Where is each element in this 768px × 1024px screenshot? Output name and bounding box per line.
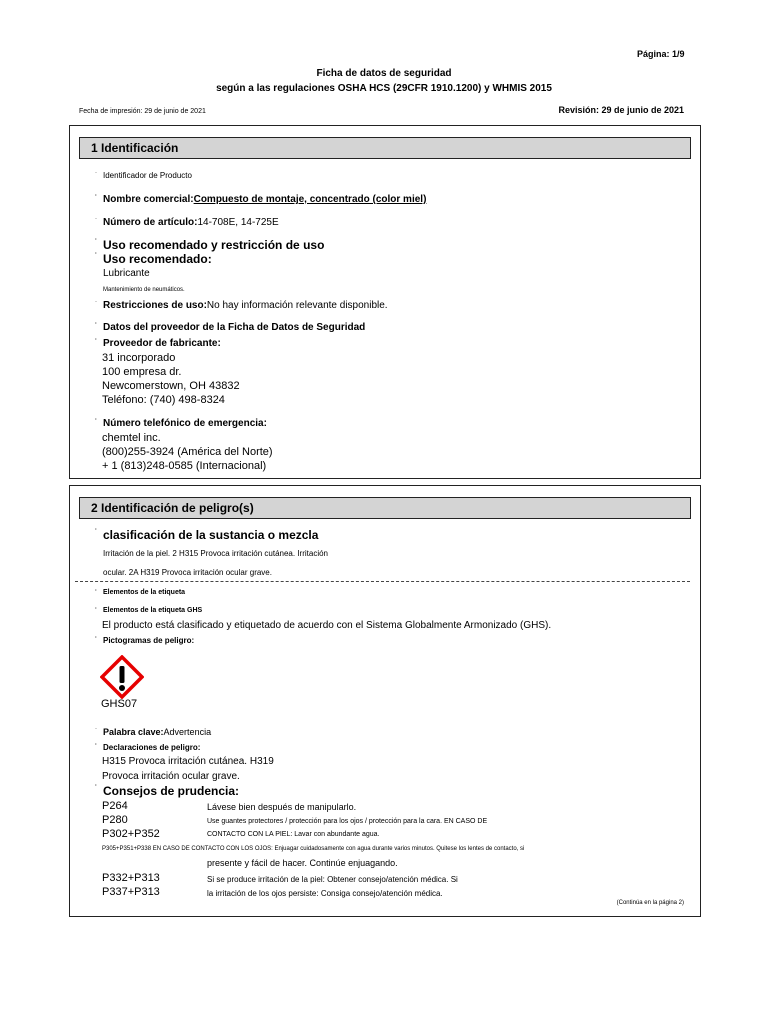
- ghs-label-elements-text: Elementos de la etiqueta GHS: [103, 607, 203, 614]
- signal-word-value: Advertencia: [163, 727, 212, 737]
- use-restrictions: [95, 300, 388, 311]
- use-restrictions-label: Restricciones de uso:: [103, 300, 207, 311]
- emergency-line: (800)255-3924 (América del Norte): [102, 446, 273, 458]
- signal-word-label: Palabra clave:: [103, 727, 164, 737]
- bullet: ·: [95, 635, 97, 641]
- signal-word: [95, 727, 211, 737]
- hazard-statement: Provoca irritación ocular grave.: [102, 771, 240, 782]
- hazard-statements-label: [95, 743, 200, 752]
- hazard-statements-label-text: Declaraciones de peligro:: [103, 743, 201, 752]
- trade-name: [95, 194, 426, 205]
- emergency-label: [95, 418, 267, 429]
- product-identifier-label: Identificador de Producto: [103, 171, 192, 180]
- bullet: ·: [95, 606, 97, 612]
- precaution-heading-text: Consejos de prudencia:: [103, 784, 240, 798]
- exclamation-mark-pictogram-icon: [100, 655, 144, 699]
- classification-heading: [95, 528, 318, 542]
- trade-name-value: Compuesto de montaje, concentrado (color miel): [193, 194, 427, 205]
- classification-line: Irritación de la piel. 2 H315 Provoca irritación cutánea. Irritación: [103, 549, 328, 558]
- emergency-line: chemtel inc.: [102, 432, 161, 444]
- precaution-code: P280: [102, 814, 128, 826]
- bullet: ·: [95, 726, 97, 732]
- supplier-heading: [95, 322, 365, 333]
- section-2-heading: 2 Identificación de peligro(s): [79, 497, 691, 519]
- bullet: ·: [95, 783, 97, 789]
- manufacturer-label-text: Proveedor de fabricante:: [103, 338, 221, 349]
- article-number-value: 14-708E, 14-725E: [197, 217, 279, 228]
- manufacturer-line: Teléfono: (740) 498-8324: [102, 394, 225, 406]
- trade-name-label: Nombre comercial:: [103, 194, 194, 205]
- recommended-use-note: Mantenimiento de neumáticos.: [103, 287, 185, 293]
- bullet: ·: [95, 170, 97, 176]
- pictograms-label-text: Pictogramas de peligro:: [103, 636, 195, 645]
- bullet: ·: [95, 193, 97, 199]
- use-heading: [95, 238, 324, 252]
- precaution-text: la irritación de los ojos persiste: Consiga consejo/atención médica.: [207, 889, 443, 898]
- bullet: ·: [95, 216, 97, 222]
- manufacturer-line: Newcomerstown, OH 43832: [102, 380, 240, 392]
- supplier-heading-text: Datos del proveedor de la Ficha de Datos de Seguridad: [103, 322, 366, 333]
- ghs-statement: El producto está clasificado y etiquetado de acuerdo con el Sistema Globalmente Armonizado (GHS).: [102, 620, 552, 631]
- bullet: ·: [95, 321, 97, 327]
- bullet: ·: [95, 417, 97, 423]
- page-number: Página: 1/9: [637, 49, 685, 59]
- pictograms-label: [95, 636, 194, 645]
- bullet: ·: [95, 237, 97, 243]
- recommended-use-value: Lubricante: [103, 268, 150, 279]
- emergency-label-text: Número telefónico de emergencia:: [103, 418, 267, 429]
- precaution-code: P337+P313: [102, 886, 160, 898]
- manufacturer-label: [95, 338, 221, 349]
- precaution-p305-continued: presente y fácil de hacer. Continúe enjuagando.: [207, 858, 398, 868]
- precaution-heading: [95, 784, 239, 798]
- precaution-code: P332+P313: [102, 872, 160, 884]
- use-heading-text: Uso recomendado y restricción de uso: [103, 238, 325, 252]
- continued-note: (Continúa en la página 2): [616, 900, 684, 906]
- product-identifier: [95, 171, 192, 180]
- bullet: ·: [95, 251, 97, 257]
- precaution-text: Use guantes protectores / protección para los ojos / protección para la cara. EN CASO DE: [207, 818, 488, 825]
- recommended-use: [95, 252, 212, 266]
- manufacturer-line: 100 empresa dr.: [102, 366, 182, 378]
- recommended-use-label: Uso recomendado:: [103, 252, 212, 266]
- article-number-label: Número de artículo:: [103, 217, 198, 228]
- article-number: [95, 217, 279, 228]
- bullet: ·: [95, 299, 97, 305]
- precaution-code: P302+P352: [102, 828, 160, 840]
- bullet: ·: [95, 742, 97, 748]
- manufacturer-line: 31 incorporado: [102, 352, 176, 364]
- bullet: ·: [95, 527, 97, 533]
- revision-date: Revisión: 29 de junio de 2021: [558, 105, 684, 115]
- classification-line: ocular. 2A H319 Provoca irritación ocular grave.: [103, 568, 272, 577]
- hazard-statement: H315 Provoca irritación cutánea. H319: [102, 756, 274, 767]
- document-subtitle: según a las regulaciones OSHA HCS (29CFR 1910.1200) y WHMIS 2015: [216, 83, 552, 94]
- bullet: ·: [95, 337, 97, 343]
- pictogram-code: GHS07: [101, 698, 138, 710]
- use-restrictions-value: No hay información relevante disponible.: [206, 300, 388, 311]
- ghs-label-elements: [95, 607, 202, 614]
- precaution-text: CONTACTO CON LA PIEL: Lavar con abundante agua.: [207, 831, 380, 838]
- classification-heading-text: clasificación de la sustancia o mezcla: [103, 528, 319, 542]
- precaution-text: Lávese bien después de manipularlo.: [207, 802, 357, 812]
- precaution-p305: P305+P351+P338 EN CASO DE CONTACTO CON LOS OJOS: Enjuagar cuidadosamente con agua durante varios minutos. Quitese los lentes de contacto, si: [102, 846, 525, 852]
- document-title: Ficha de datos de seguridad: [316, 68, 452, 79]
- precaution-text: Si se produce irritación de la piel: Obtener consejo/atención médica. Si: [207, 875, 458, 884]
- print-date: Fecha de impresión: 29 de junio de 2021: [79, 108, 206, 115]
- label-elements: [95, 589, 185, 596]
- label-elements-text: Elementos de la etiqueta: [103, 589, 186, 596]
- emergency-line: + 1 (813)248-0585 (Internacional): [102, 460, 267, 472]
- section-divider: [75, 581, 690, 582]
- section-1-heading: 1 Identificación: [79, 137, 691, 159]
- precaution-code: P264: [102, 800, 128, 812]
- bullet: ·: [95, 588, 97, 594]
